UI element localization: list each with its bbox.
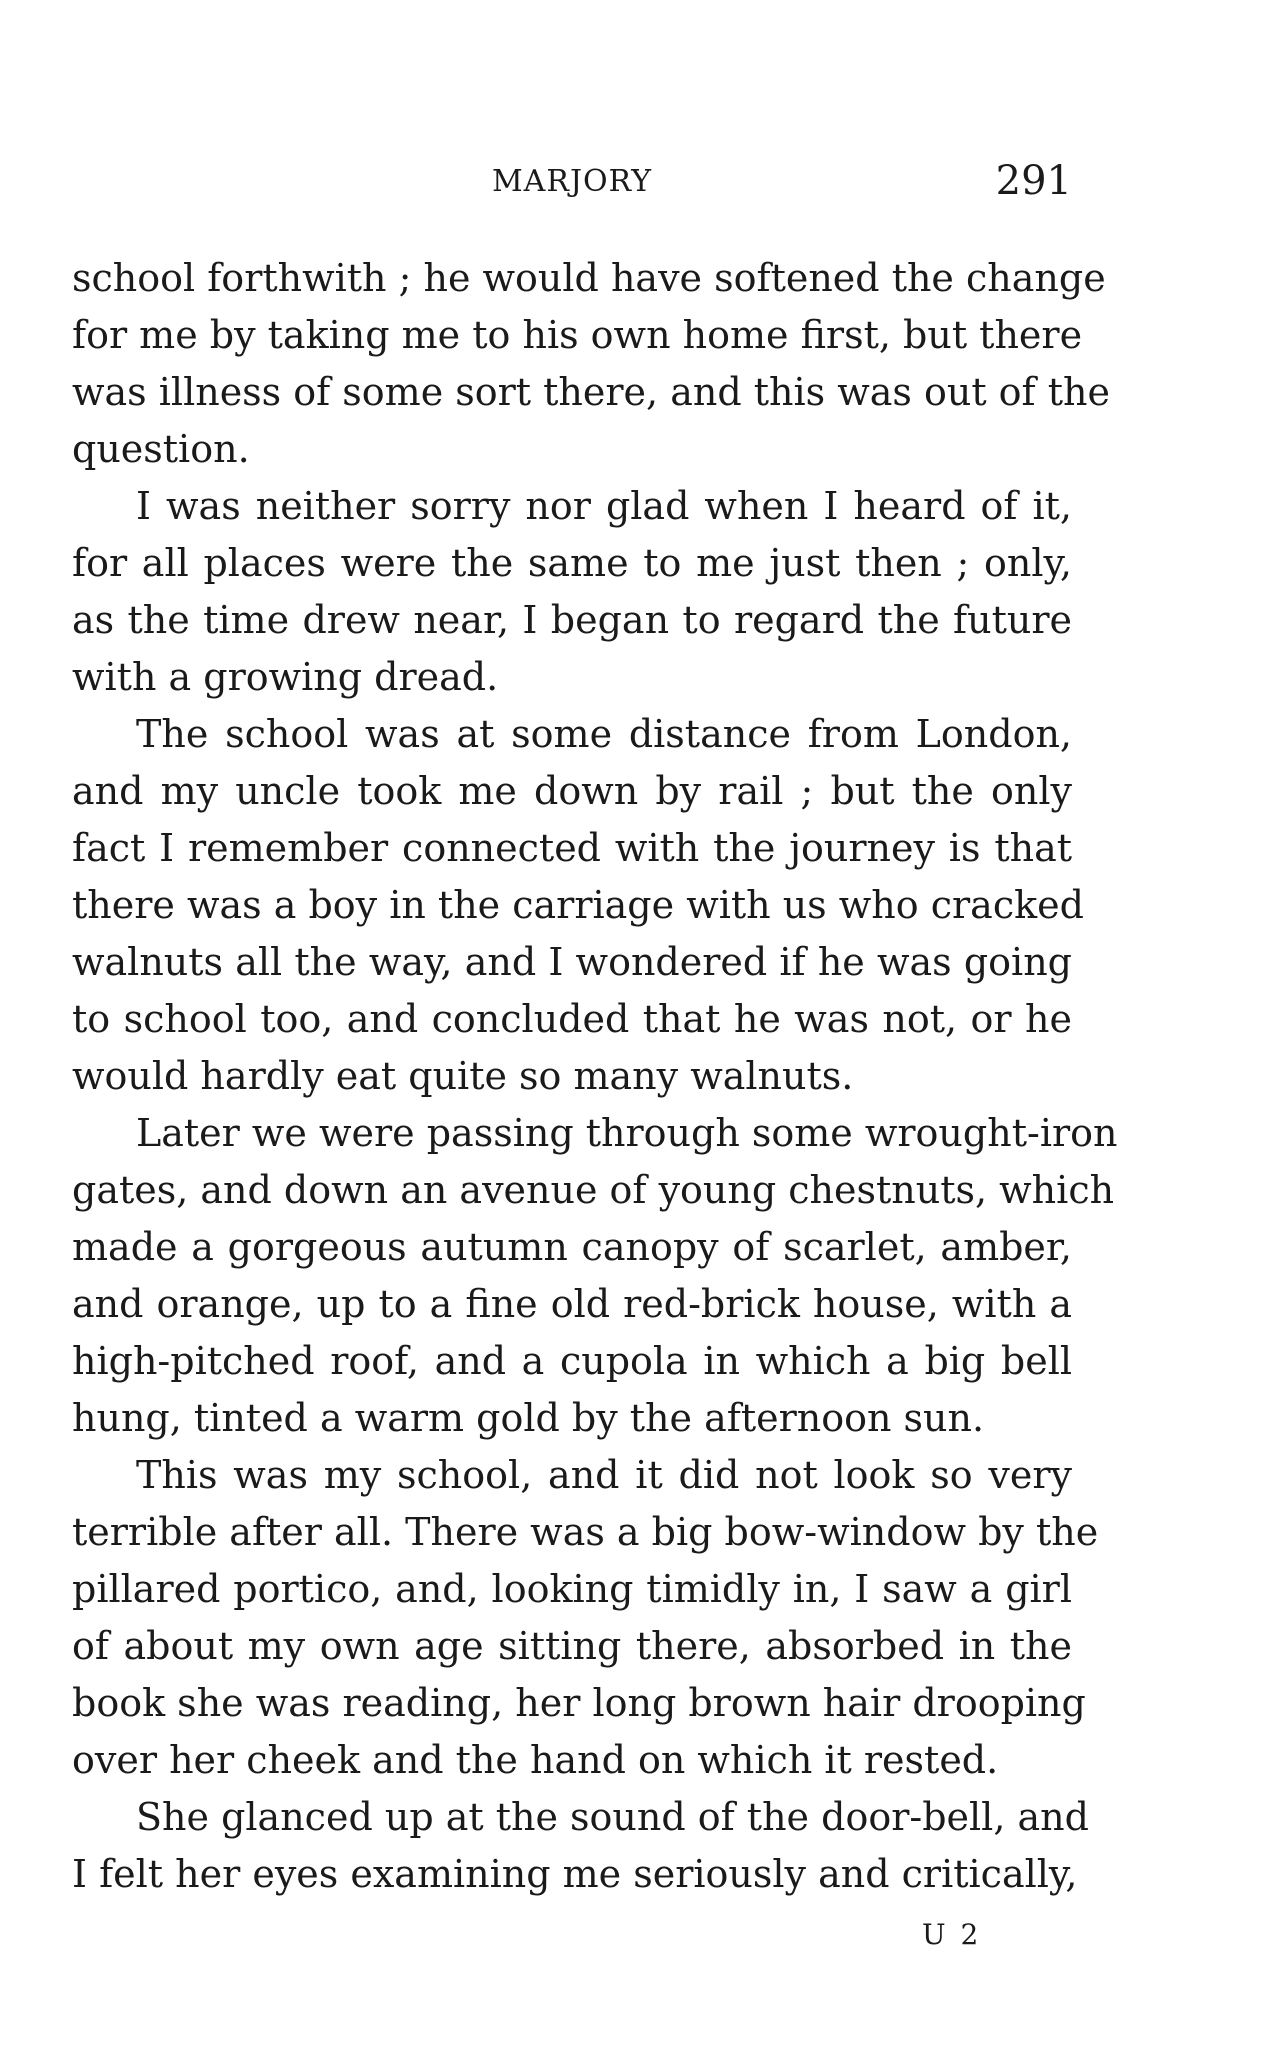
text-line: She glanced up at the sound of the door-bell, and — [136, 1795, 1089, 1839]
text-line: This was my school, and it did not look so very — [136, 1453, 1072, 1497]
text-line: over her cheek and the hand on which it rested. — [72, 1738, 999, 1782]
text-line: The school was at some distance from London, — [136, 712, 1072, 756]
text-line: and orange, up to a fine old red-brick house, with a — [72, 1282, 1072, 1326]
text-line: pillared portico, and, looking timidly in, I saw a girl — [72, 1567, 1072, 1611]
text-line: terrible after all. There was a big bow-window by the — [72, 1510, 1099, 1554]
text-line: walnuts all the way, and I wondered if he was going — [72, 940, 1072, 984]
running-head — [72, 158, 1072, 208]
text-line: gates, and down an avenue of young chestnuts, which — [72, 1168, 1115, 1212]
text-line: was illness of some sort there, and this was out of the — [72, 370, 1110, 414]
text-line: I felt her eyes examining me seriously and critically, — [72, 1852, 1078, 1896]
text-line: there was a boy in the carriage with us who cracked — [72, 883, 1084, 927]
signature-mark: U 2 — [922, 1918, 982, 1951]
text-line: fact I remember connected with the journey is that — [72, 826, 1072, 870]
text-line: I was neither sorry nor glad when I heard of it, — [136, 484, 1072, 528]
text-line: high-pitched roof, and a cupola in which a big bell — [72, 1339, 1072, 1383]
text-line: Later we were passing through some wrought-iron — [136, 1111, 1118, 1155]
text-line: as the time drew near, I began to regard the future — [72, 598, 1072, 642]
text-line: made a gorgeous autumn canopy of scarlet, amber, — [72, 1225, 1072, 1269]
text-line: school forthwith ; he would have softened the change — [72, 256, 1106, 300]
text-line: and my uncle took me down by rail ; but the only — [72, 769, 1072, 813]
body-text — [72, 250, 1118, 1903]
text-line: book she was reading, her long brown hair drooping — [72, 1681, 1086, 1725]
text-line: to school too, and concluded that he was not, or he — [72, 997, 1072, 1041]
text-line: would hardly eat quite so many walnuts. — [72, 1054, 854, 1098]
page-number: 291 — [995, 158, 1072, 204]
text-line: of about my own age sitting there, absorbed in the — [72, 1624, 1072, 1668]
text-line: with a growing dread. — [72, 655, 499, 699]
running-title: MARJORY — [491, 164, 653, 199]
text-line: question. — [72, 427, 250, 471]
text-line: hung, tinted a warm gold by the afternoon sun. — [72, 1396, 985, 1440]
text-line: for all places were the same to me just then ; only, — [72, 541, 1072, 585]
text-line: for me by taking me to his own home first, but there — [72, 313, 1083, 357]
